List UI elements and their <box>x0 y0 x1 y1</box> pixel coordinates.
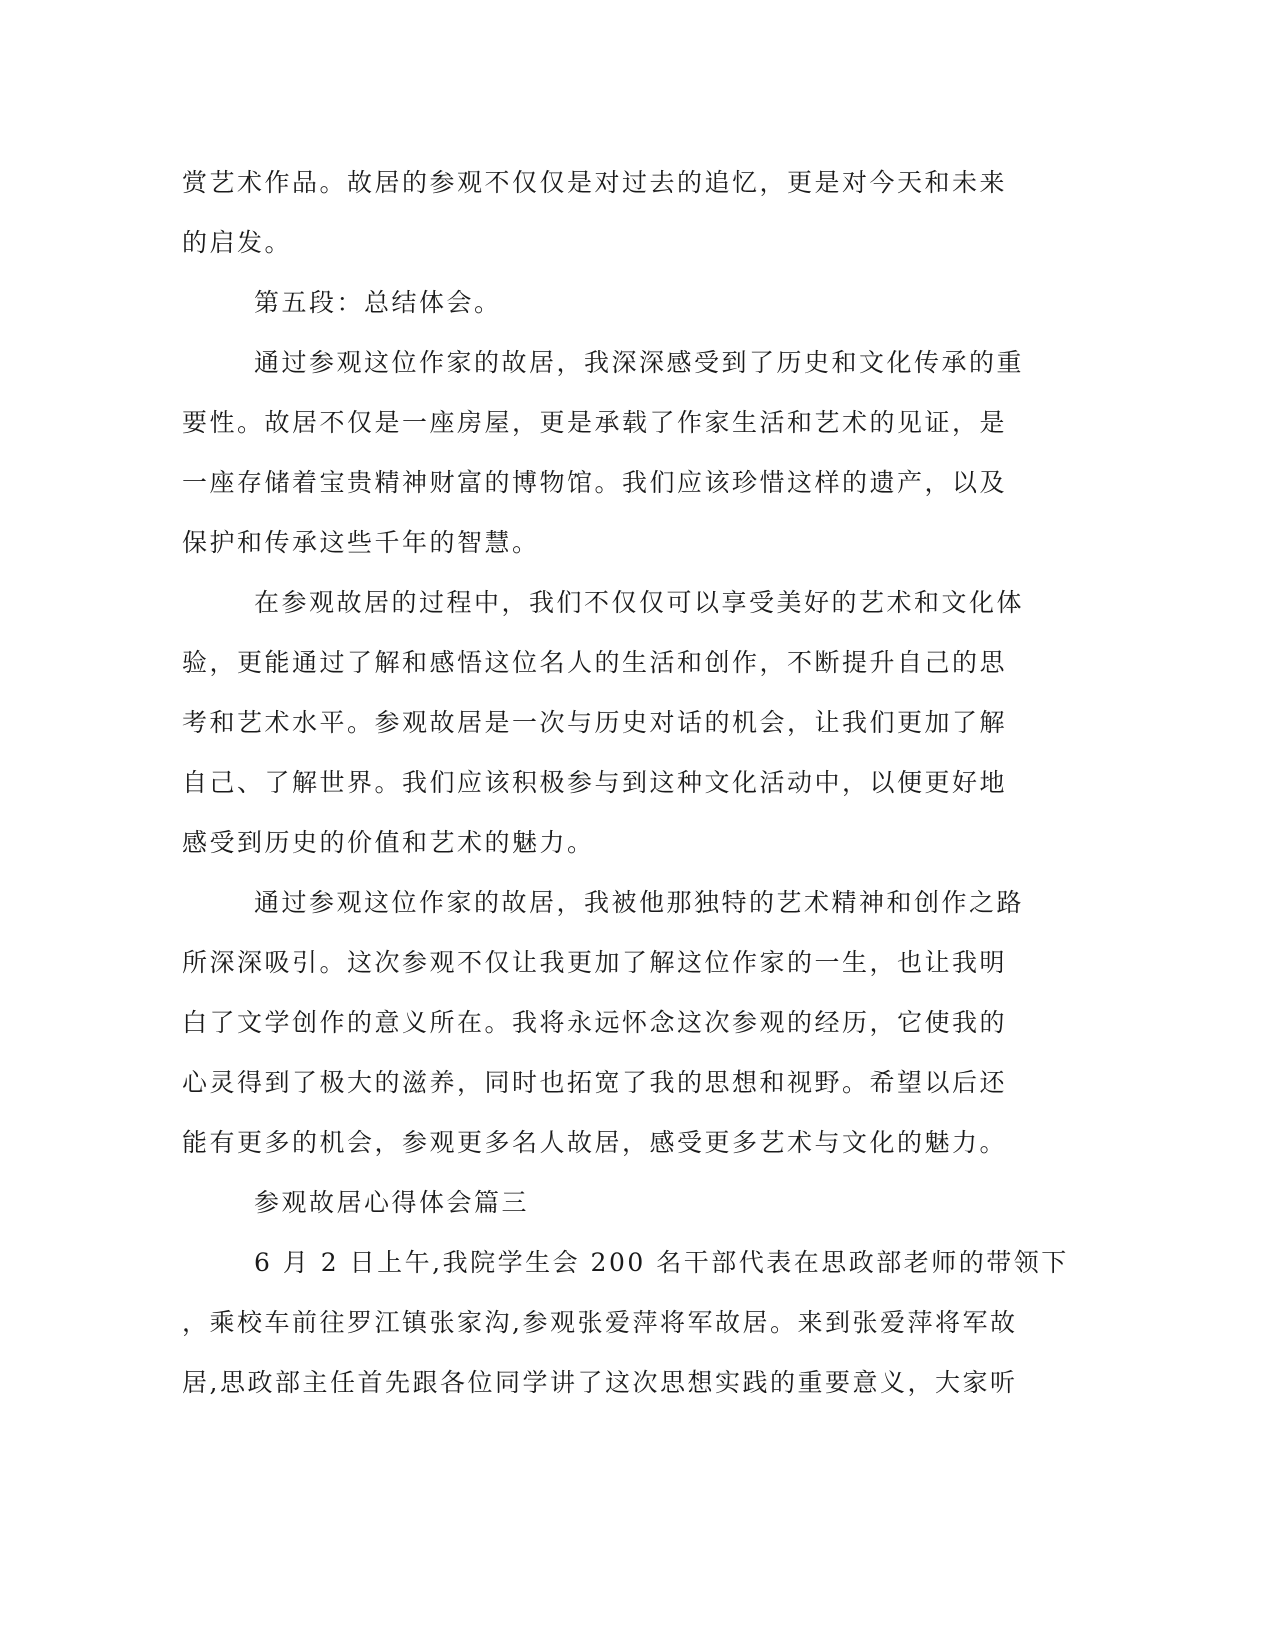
text-line: 感受到历史的价值和艺术的魅力。 <box>182 828 595 857</box>
text-line: 所深深吸引。这次参观不仅让我更加了解这位作家的一生，也让我明 <box>182 948 1008 977</box>
text-line: 心灵得到了极大的滋养，同时也拓宽了我的思想和视野。希望以后还 <box>182 1068 1008 1097</box>
text-line: 要性。故居不仅是一座房屋，更是承载了作家生活和艺术的见证，是 <box>182 408 1008 437</box>
text-line: 保护和传承这些千年的智慧。 <box>182 528 540 557</box>
text-line: 能有更多的机会，参观更多名人故居，感受更多艺术与文化的魅力。 <box>182 1128 1008 1157</box>
text-line: ，乘校车前往罗江镇张家沟,参观张爱萍将军故居。来到张爱萍将军故 <box>182 1308 1018 1337</box>
text-line: 一座存储着宝贵精神财富的博物馆。我们应该珍惜这样的遗产，以及 <box>182 468 1008 497</box>
text-line: 自己、了解世界。我们应该积极参与到这种文化活动中，以便更好地 <box>182 768 1008 797</box>
body-text <box>182 153 1069 1413</box>
text-line: 居,思政部主任首先跟各位同学讲了这次思想实践的重要意义，大家听 <box>182 1368 1018 1397</box>
text-line: 验，更能通过了解和感悟这位名人的生活和创作，不断提升自己的思 <box>182 648 1008 677</box>
text-line: 6 月 2 日上午,我院学生会 200 名干部代表在思政部老师的带领下 <box>254 1248 1069 1277</box>
text-line: 的启发。 <box>182 228 293 257</box>
text-line: 白了文学创作的意义所在。我将永远怀念这次参观的经历，它使我的 <box>182 1008 1008 1037</box>
text-line: 通过参观这位作家的故居，我深深感受到了历史和文化传承的重 <box>254 348 1025 377</box>
text-line: 通过参观这位作家的故居，我被他那独特的艺术精神和创作之路 <box>254 888 1025 917</box>
text-line: 第五段：总结体会。 <box>254 288 502 317</box>
text-line: 考和艺术水平。参观故居是一次与历史对话的机会，让我们更加了解 <box>182 708 1008 737</box>
text-line: 赏艺术作品。故居的参观不仅仅是对过去的追忆，更是对今天和未来 <box>182 168 1008 197</box>
text-line: 参观故居心得体会篇三 <box>254 1188 530 1217</box>
text-line: 在参观故居的过程中，我们不仅仅可以享受美好的艺术和文化体 <box>254 588 1025 617</box>
